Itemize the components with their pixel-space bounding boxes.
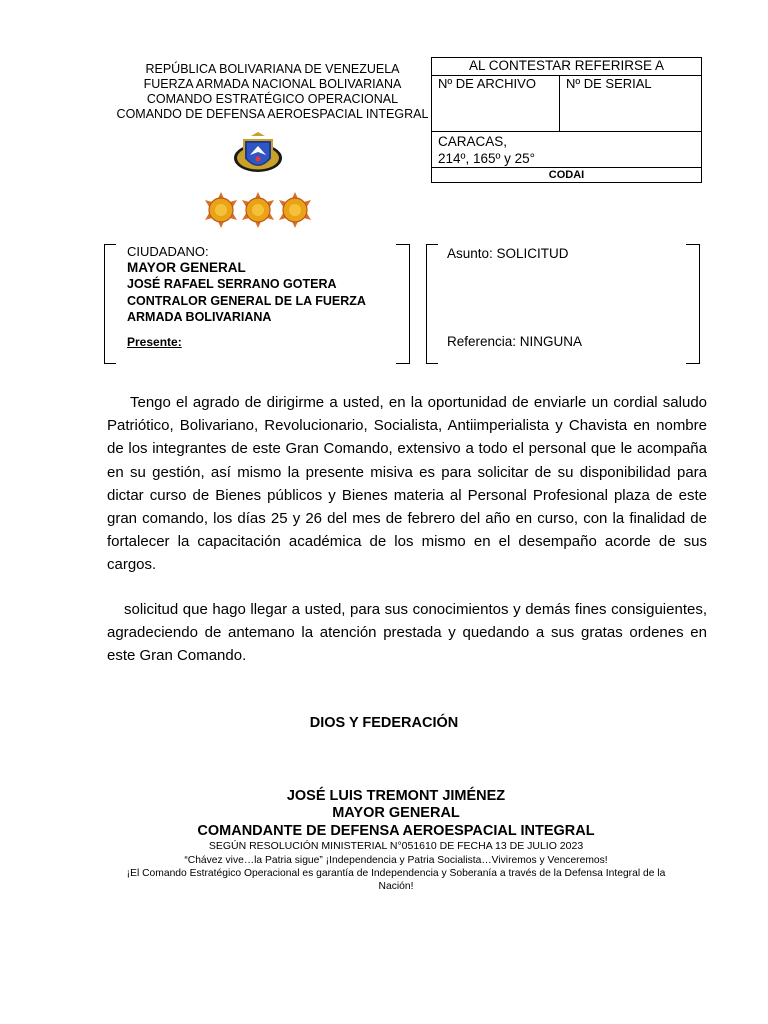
institution-line: FUERZA ARMADA NACIONAL BOLIVARIANA — [143, 77, 402, 91]
recipient-salutation: CIUDADANO: — [127, 244, 209, 259]
recipient-block — [127, 244, 366, 349]
city-date-cell — [432, 132, 701, 168]
signatory-position: COMANDANTE DE DEFENSA AEROESPACIAL INTEGRAL — [197, 823, 595, 839]
closing-salute: DIOS Y FEDERACIÓN — [309, 715, 459, 731]
general-star-icon — [205, 192, 237, 228]
signatory-name: JOSÉ LUIS TREMONT JIMÉNEZ — [286, 788, 506, 804]
subject-bracket-right — [686, 244, 700, 364]
institution-line: REPÚBLICA BOLIVARIANA DE VENEZUELA — [145, 62, 400, 76]
subject-bracket-left — [426, 244, 438, 364]
institution-line: COMANDO DE DEFENSA AEROESPACIAL INTEGRAL — [116, 107, 429, 121]
recipient-name: JOSÉ RAFAEL SERRANO GOTERA — [127, 277, 337, 291]
presente-label: Presente: — [127, 334, 182, 349]
body-paragraph: solicitud que hago llegar a usted, para sus conocimientos y demás fines consiguientes, agradeciendo de antemano la atención prestada y quedando a sus gratas ordenes en este Gran Comando. — [107, 601, 707, 665]
general-star-icon — [242, 192, 274, 228]
codai-emblem-icon — [232, 131, 284, 181]
resolution-line: SEGÚN RESOLUCIÓN MINISTERIAL N°051610 DE FECHA 13 DE JULIO 2023 — [208, 840, 584, 852]
reference-line: Referencia: NINGUNA — [447, 334, 583, 349]
signatory-rank: MAYOR GENERAL — [332, 805, 460, 821]
city: CARACAS, — [438, 134, 508, 149]
subject-line: Asunto: SOLICITUD — [447, 246, 569, 261]
recipient-title: CONTRALOR GENERAL DE LA FUERZA — [127, 293, 366, 308]
general-stars — [202, 190, 314, 230]
years: 214º, 165º y 25° — [438, 151, 536, 166]
address-bracket-left — [104, 244, 116, 364]
recipient-title: ARMADA BOLIVARIANA — [127, 310, 272, 324]
recipient-rank: MAYOR GENERAL — [127, 260, 246, 275]
body-paragraph: Tengo el agrado de dirigirme a usted, en la oportunidad de enviarle un cordial saludo Patriótico, Bolivariano, Revolucionario, Socialista, Antiimperialista y Chavista en nombre de los integrantes de este Gran Comando, extensivo a todo el personal que le acompaña en su gestión, así mismo la presente misiva es para solicitar de su disponibilidad para dictar curso de Bienes públicos y Bienes materia al Personal Profesional plaza de este gran comando, los días 25 y 26 del mes de febrero del año en curso, con la finalidad de fortalecer la capacitación académica de los mismo en el desempaño acorde de sus cargos. — [107, 394, 707, 574]
motto-line: ¡El Comando Estratégico Operacional es garantía de Independencia y Soberanía a través de la Defensa Integral de la Nación! — [126, 868, 666, 892]
address-bracket-right — [396, 244, 410, 364]
archive-number-label: Nº DE ARCHIVO — [432, 75, 560, 132]
office-code: CODAI — [548, 169, 585, 181]
motto-line: “Chávez vive…la Patria sigue” ¡Independencia y Patria Socialista…Viviremos y Venceremos! — [184, 855, 608, 866]
institution-line: COMANDO ESTRATÉGICO OPERACIONAL — [146, 92, 399, 106]
reference-table-title: AL CONTESTAR REFERIRSE A — [432, 58, 701, 76]
institution-header — [100, 62, 445, 122]
reference-table — [431, 57, 702, 183]
general-star-icon — [279, 192, 311, 228]
serial-number-label: Nº DE SERIAL — [560, 75, 702, 132]
